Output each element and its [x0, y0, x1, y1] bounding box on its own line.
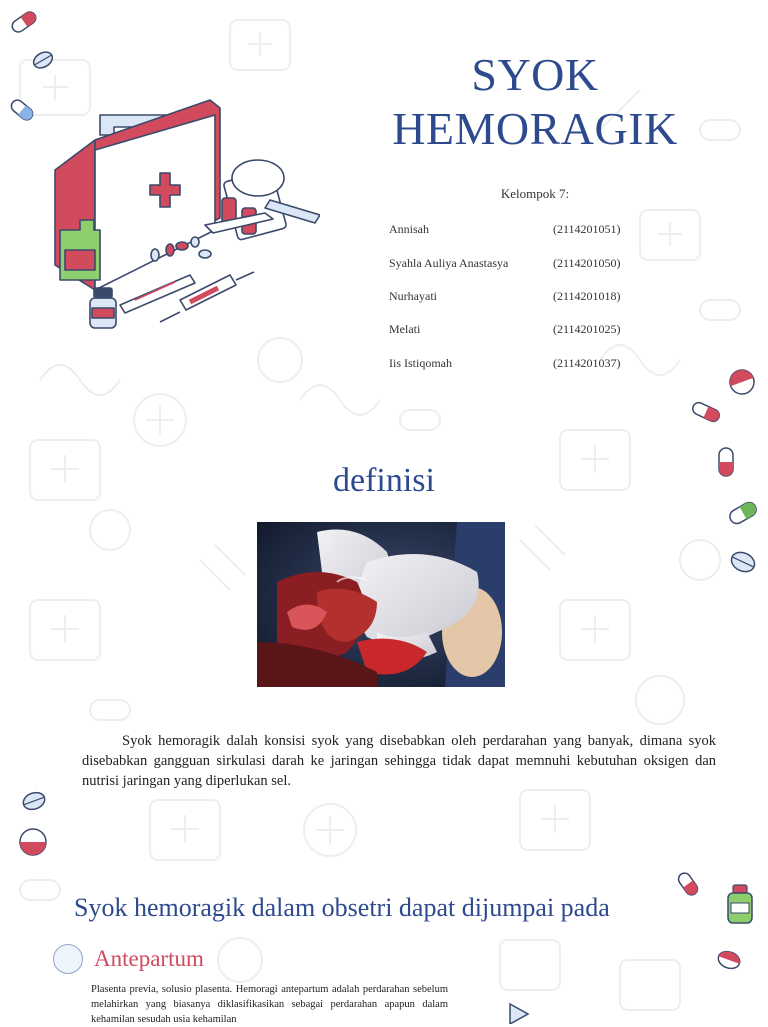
pill-capsule-icon [728, 549, 757, 575]
member-row [389, 322, 649, 338]
pill-capsule-icon [31, 49, 55, 71]
member-name: Annisah [389, 222, 429, 236]
member-name: Syahla Auliya Anastasya [389, 256, 509, 270]
member-id: (2114201037) [553, 356, 621, 370]
bullet-circle-icon [53, 944, 83, 974]
play-icon [510, 1004, 528, 1024]
member-row [389, 222, 649, 238]
group-label: Kelompok 7: [500, 186, 570, 201]
definition-paragraph: Syok hemoragik dalah konsisi syok yang disebabkan oleh perdarahan yang banyak, dimana syok disebabkan gangguan sirkulasi darah ke jaringan sehingga tidak dapat memnuhi kebutuhan oksigen dan nutrisi jaringan yang diperlukan sel. [82, 733, 716, 789]
member-name: Nurhayati [389, 289, 437, 303]
pill-capsule-icon [21, 790, 47, 813]
first-aid-kit-illustration [30, 90, 320, 340]
title-line-1: SYOK [471, 49, 599, 100]
pill-capsule-icon [727, 500, 758, 526]
pill-capsule-icon [716, 949, 742, 972]
member-row [389, 256, 649, 272]
member-id: (2114201018) [553, 289, 621, 303]
pill-capsule-icon [20, 829, 46, 855]
pill-capsule-icon [691, 401, 721, 424]
surgery-photo-image [257, 522, 505, 687]
member-id: (2114201051) [553, 222, 621, 236]
member-row [389, 356, 649, 372]
pill-capsule-icon [727, 367, 758, 398]
medicine-bottle-icon [728, 885, 752, 923]
pill-capsule-icon [10, 10, 38, 35]
member-row [389, 289, 649, 305]
section-heading: Syok hemoragik dalam obsetri dapat dijumpai pada [74, 893, 610, 922]
member-name: Melati [389, 322, 421, 336]
title-line-2: HEMORAGIK [392, 103, 678, 154]
page-title [360, 48, 710, 156]
surgery-photo [257, 522, 505, 687]
antepartum-paragraph: Plasenta previa, solusio plasenta. Hemoragi antepartum adalah perdarahan sebelum melahirkan yang biasanya diklasifikasikan sebagai perdarahan apapun dalam kehamilan sesudah usia kehamilan [91, 984, 448, 1025]
antepartum-heading: Antepartum [94, 946, 204, 971]
member-id: (2114201025) [553, 322, 621, 336]
definition-heading: definisi [333, 462, 435, 499]
member-id: (2114201050) [553, 256, 621, 270]
member-name: Iis Istiqomah [389, 356, 452, 370]
